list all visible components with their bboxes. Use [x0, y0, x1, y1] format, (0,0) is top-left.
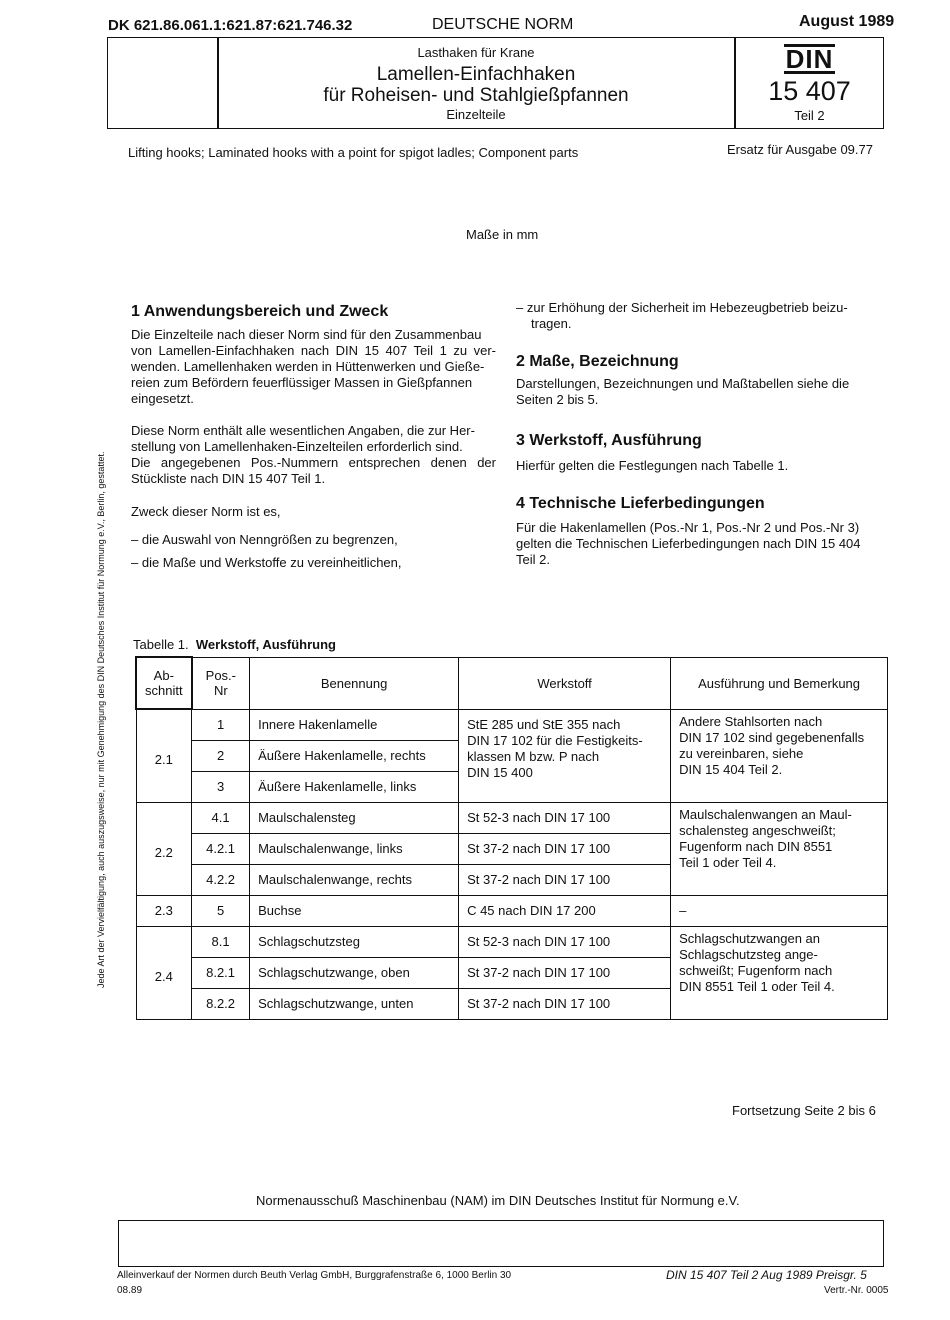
table-row: [136, 926, 888, 957]
section1-paragraph1: Die Einzelteile nach dieser Norm sind für den Zusammenbau von Lamellen-Einfachhaken nach DIN 15 407 Teil 1 zu ver- wenden. Lamellenhaken werden in Hüttenwerken und Gieße- reien zum Befördern feuerflüssiger Massen in Gießpfannen eingesetzt.: [131, 327, 496, 406]
werkstoff-cell: St 52-3 nach DIN 17 100: [459, 802, 671, 833]
pos-cell: 5: [192, 895, 250, 926]
header-werkstoff: Werkstoff: [459, 657, 671, 709]
pos-cell: 8.2.2: [192, 988, 250, 1019]
werkstoff-cell: StE 285 und StE 355 nach DIN 17 102 für die Festigkeits- klassen M bzw. P nach DIN 15 400: [459, 709, 671, 802]
section1-paragraph3: Zweck dieser Norm ist es,: [131, 504, 281, 519]
section1-heading: 1 Anwendungsbereich und Zweck: [131, 303, 389, 320]
dk-classification: DK 621.86.061.1:621.87:621.746.32: [108, 17, 353, 34]
section2-heading: 2 Maße, Bezeichnung: [516, 353, 679, 370]
ersatz-note: Ersatz für Ausgabe 09.77: [727, 142, 873, 157]
benennung-cell: Äußere Hakenlamelle, rechts: [250, 740, 459, 771]
section1-bullet2: – die Maße und Werkstoffe zu vereinheitlichen,: [131, 555, 402, 570]
din-logo: DIN: [785, 44, 834, 74]
table-row: [136, 802, 888, 833]
werkstoff-cell: St 52-3 nach DIN 17 100: [459, 926, 671, 957]
din-teil: Teil 2: [794, 108, 825, 123]
benennung-cell: Schlagschutzwange, oben: [250, 957, 459, 988]
english-title: Lifting hooks; Laminated hooks with a point for spigot ladles; Component parts: [128, 145, 579, 160]
header-bemerkung: Ausführung und Bemerkung: [671, 657, 888, 709]
pos-cell: 8.2.1: [192, 957, 250, 988]
table-caption: Tabelle 1. Werkstoff, Ausführung: [133, 637, 336, 652]
section4-paragraph: Für die Hakenlamellen (Pos.-Nr 1, Pos.-Nr 2 und Pos.-Nr 3) gelten die Technischen Lieferbedingungen nach DIN 15 404 Teil 2.: [516, 520, 861, 567]
normenausschuss-note: Normenausschuß Maschinenbau (NAM) im DIN Deutsches Institut für Normung e.V.: [256, 1193, 740, 1208]
benennung-cell: Maulschalenwange, rechts: [250, 864, 459, 895]
pos-cell: 4.2.2: [192, 864, 250, 895]
section3-heading: 3 Werkstoff, Ausführung: [516, 432, 702, 449]
abschnitt-cell: 2.2: [136, 802, 192, 895]
table-header-row: [136, 657, 888, 709]
issue-date: August 1989: [799, 13, 895, 30]
pos-cell: 4.1: [192, 802, 250, 833]
werkstoff-cell: St 37-2 nach DIN 17 100: [459, 988, 671, 1019]
section4-heading: 4 Technische Lieferbedingungen: [516, 495, 765, 512]
abschnitt-cell: 2.4: [136, 926, 192, 1019]
werkstoff-cell: St 37-2 nach DIN 17 100: [459, 833, 671, 864]
footer-publisher: Alleinverkauf der Normen durch Beuth Verlag GmbH, Burggrafenstraße 6, 1000 Berlin 30: [117, 1270, 512, 1281]
copyright-vertical-note: Jede Art der Vervielfältigung, auch auszugsweise, nur mit Genehmigung des DIN Deutsches Institut für Normung e.V., Berlin, gestattet.: [96, 451, 106, 988]
benennung-cell: Maulschalensteg: [250, 802, 459, 833]
fortsetzung-note: Fortsetzung Seite 2 bis 6: [732, 1103, 876, 1118]
benennung-cell: Äußere Hakenlamelle, links: [250, 771, 459, 802]
abschnitt-cell: 2.1: [136, 709, 192, 802]
header-benennung: Benennung: [250, 657, 459, 709]
pos-cell: 3: [192, 771, 250, 802]
masse-note: Maße in mm: [466, 227, 539, 242]
abschnitt-cell: 2.3: [136, 895, 192, 926]
pos-cell: 4.2.1: [192, 833, 250, 864]
title-subtitle2: Einzelteile: [446, 107, 506, 122]
benennung-cell: Schlagschutzwange, unten: [250, 988, 459, 1019]
werkstoff-table: [135, 656, 888, 1020]
bottom-box: [118, 1220, 884, 1267]
header-pos: Pos.-Nr: [192, 657, 250, 709]
bemerkung-cell: Maulschalenwangen an Maul- schalensteg angeschweißt; Fugenform nach DIN 8551 Teil 1 oder Teil 4.: [671, 802, 888, 895]
section2-paragraph: Darstellungen, Bezeichnungen und Maßtabellen siehe die Seiten 2 bis 5.: [516, 376, 850, 407]
footer-din-reference: DIN 15 407 Teil 2 Aug 1989 Preisgr. 5: [666, 1268, 867, 1282]
norm-type: DEUTSCHE NORM: [432, 16, 574, 33]
table-row: [136, 709, 888, 740]
section1-bullet3: – zur Erhöhung der Sicherheit im Hebezeugbetrieb beizu- tragen.: [516, 300, 848, 331]
bemerkung-cell: Andere Stahlsorten nach DIN 17 102 sind gegebenenfalls zu vereinbaren, siehe DIN 15 404 Teil 2.: [671, 709, 888, 802]
pos-cell: 8.1: [192, 926, 250, 957]
table-row: [136, 895, 888, 926]
din-number: 15 407: [768, 76, 851, 106]
section1-paragraph2: Diese Norm enthält alle wesentlichen Angaben, die zur Her- stellung von Lamellenhaken-Einzelteilen erforderlich sind. Die angegebenen Pos.-Nummern entsprechen denen der Stückliste nach DIN 15 407 Teil 1.: [131, 423, 496, 486]
title-subtitle: Lasthaken für Krane: [417, 45, 535, 60]
benennung-cell: Schlagschutzsteg: [250, 926, 459, 957]
title-box: [107, 37, 884, 129]
section3-paragraph: Hierfür gelten die Festlegungen nach Tabelle 1.: [516, 458, 789, 473]
section1-bullet1: – die Auswahl von Nenngrößen zu begrenzen,: [131, 532, 398, 547]
werkstoff-cell: C 45 nach DIN 17 200: [459, 895, 671, 926]
title-main-line1: Lamellen-Einfachhaken: [376, 64, 576, 85]
footer-date-code: 08.89: [117, 1285, 143, 1296]
benennung-cell: Buchse: [250, 895, 459, 926]
pos-cell: 1: [192, 709, 250, 740]
werkstoff-cell: St 37-2 nach DIN 17 100: [459, 864, 671, 895]
title-main-line2: für Roheisen- und Stahlgießpfannen: [323, 85, 629, 106]
footer-vertr-nr: Vertr.-Nr. 0005: [824, 1285, 889, 1296]
benennung-cell: Innere Hakenlamelle: [250, 709, 459, 740]
header-abschnitt: Ab- schnitt: [136, 657, 192, 709]
benennung-cell: Maulschalenwange, links: [250, 833, 459, 864]
pos-cell: 2: [192, 740, 250, 771]
bemerkung-cell: Schlagschutzwangen an Schlagschutzsteg ange- schweißt; Fugenform nach DIN 8551 Teil 1 oder Teil 4.: [671, 926, 888, 1019]
bemerkung-cell: –: [671, 895, 888, 926]
werkstoff-cell: St 37-2 nach DIN 17 100: [459, 957, 671, 988]
